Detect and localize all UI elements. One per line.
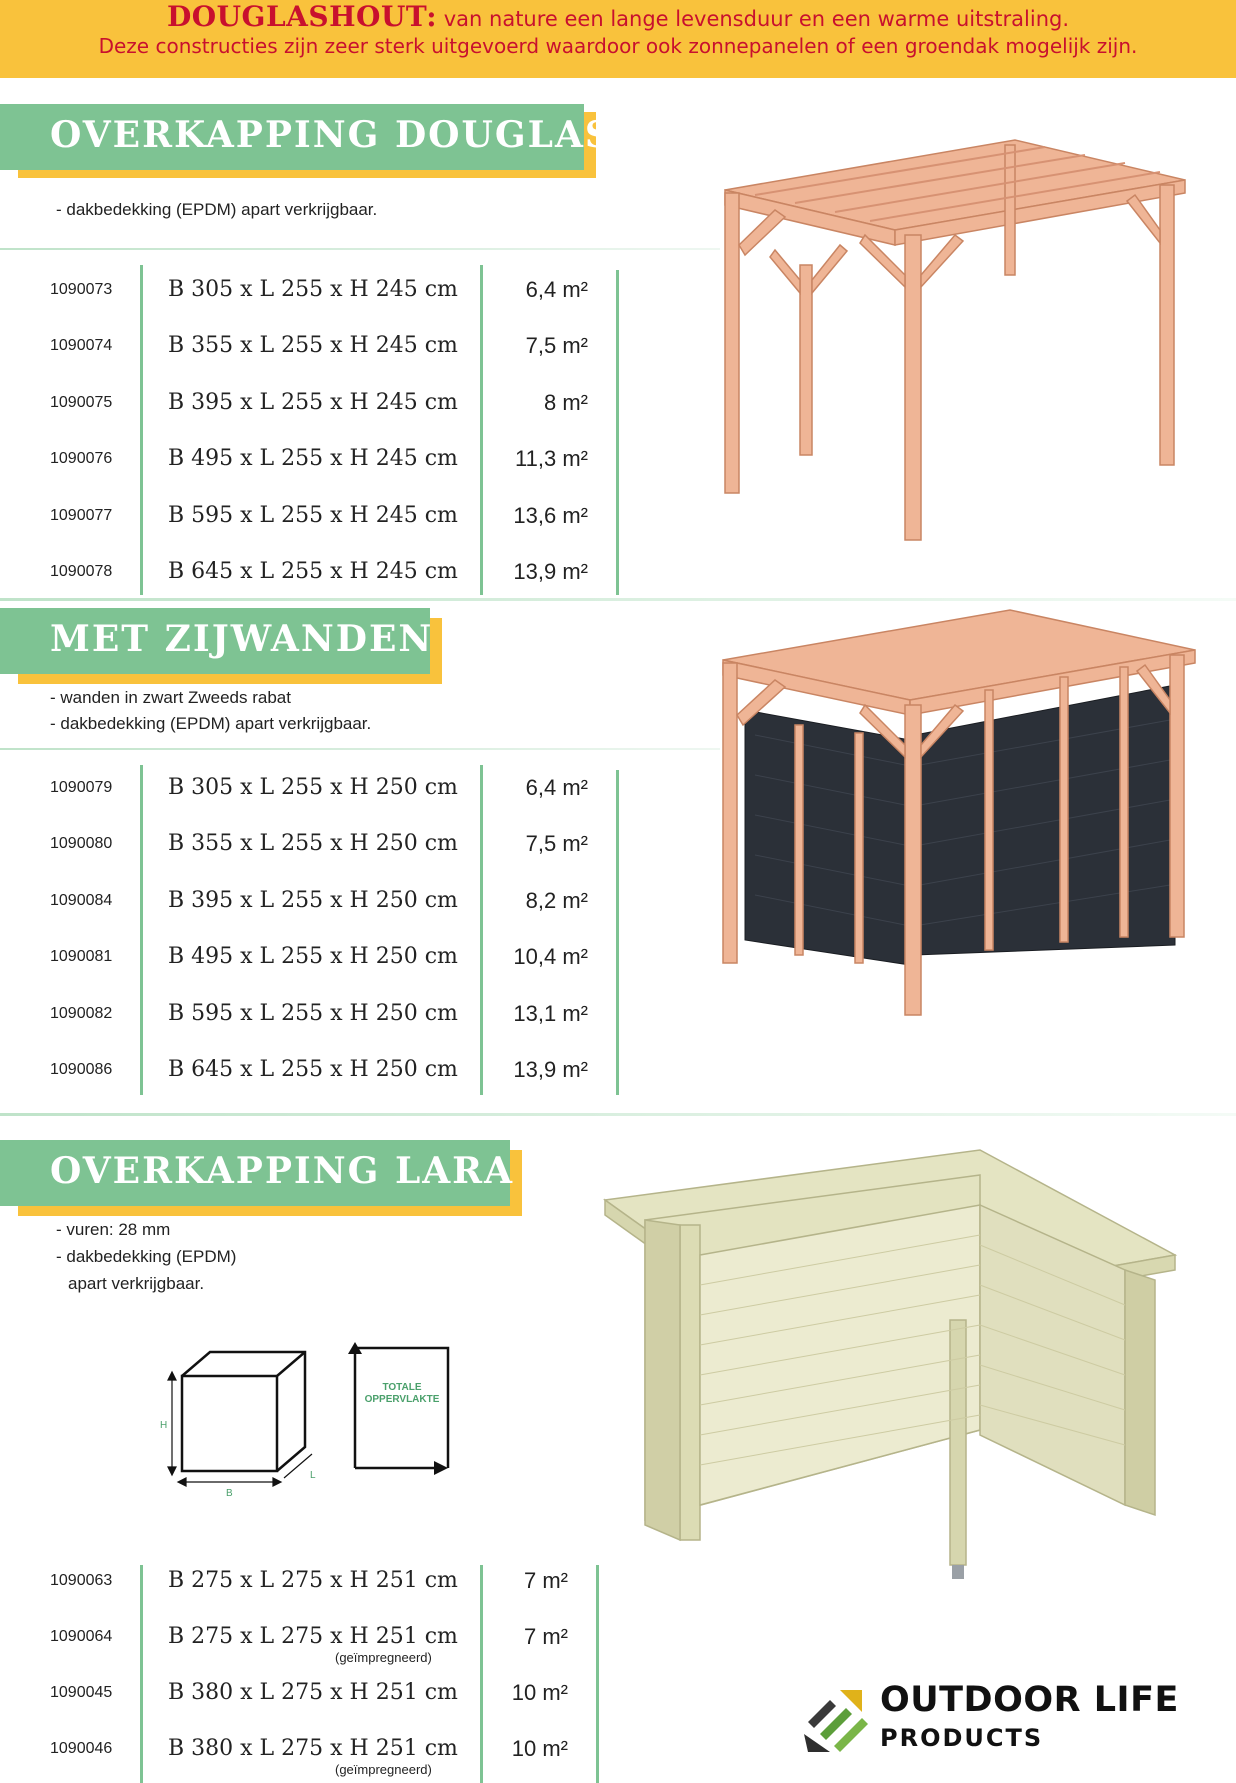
product-area: 13,1 m²: [513, 1001, 588, 1026]
table-row: [0, 888, 620, 918]
section-note: - dakbedekking (EPDM): [56, 1247, 237, 1266]
diagram-area-label-2: OPPERVLAKTE: [364, 1394, 440, 1405]
douglas-pergola-image: [715, 135, 1195, 555]
product-dimensions: B 305 x L 255 x H 245 cm: [168, 277, 458, 302]
product-dimensions: B 275 x L 275 x H 251 cm: [168, 1624, 458, 1649]
table-row: [0, 1624, 620, 1665]
header-banner: [0, 0, 1236, 78]
product-area: 13,6 m²: [513, 503, 588, 528]
product-code: 1090064: [50, 1628, 113, 1645]
diagram-b-label: B: [226, 1488, 233, 1499]
header-brand-word: DOUGLASHOUT:: [166, 0, 438, 33]
section-banner-zijwanden: [0, 608, 450, 674]
product-dimensions: B 395 x L 255 x H 250 cm: [168, 888, 458, 913]
header-line-1-text: van nature een lange levensduur en een warme uitstraling.: [443, 7, 1070, 31]
divider: [0, 248, 720, 250]
product-area: 10,4 m²: [513, 944, 588, 969]
table-row: [0, 944, 620, 974]
product-dimensions: B 355 x L 255 x H 245 cm: [168, 333, 458, 358]
section-note: - wanden in zwart Zweeds rabat: [50, 688, 291, 707]
product-area: 7,5 m²: [525, 333, 588, 358]
table-row: [0, 1057, 620, 1087]
diagram-h-label: H: [160, 1420, 168, 1431]
product-area: 13,9 m²: [513, 559, 588, 584]
product-code: 1090045: [50, 1684, 113, 1701]
table-row: [0, 775, 620, 805]
table-row: [0, 1568, 620, 1598]
divider: [0, 598, 1236, 601]
table-row: [0, 1680, 620, 1710]
table-row: [0, 390, 620, 420]
product-area: 7 m²: [524, 1568, 568, 1593]
column-divider: [140, 265, 143, 595]
product-code: 1090086: [50, 1061, 113, 1078]
product-code: 1090063: [50, 1572, 113, 1589]
logo-line-2: PRODUCTS: [880, 1724, 1044, 1752]
divider: [0, 748, 720, 750]
impregnated-note: (geïmpregneerd): [335, 1650, 432, 1665]
table-row: [0, 559, 620, 589]
logo-line-1: OUTDOOR LIFE: [880, 1680, 1179, 1720]
product-code: 1090075: [50, 394, 113, 411]
product-dimensions: B 275 x L 275 x H 251 cm: [168, 1568, 458, 1593]
table-row: [0, 277, 620, 307]
product-code: 1090074: [50, 337, 113, 354]
product-dimensions: B 395 x L 255 x H 245 cm: [168, 390, 458, 415]
product-area: 7,5 m²: [525, 831, 588, 856]
product-dimensions: B 380 x L 275 x H 251 cm: [168, 1680, 458, 1705]
product-area: 7 m²: [524, 1624, 568, 1649]
product-dimensions: B 305 x L 255 x H 250 cm: [168, 775, 458, 800]
product-dimensions: B 595 x L 255 x H 245 cm: [168, 503, 458, 528]
zijwanden-pergola-image: [715, 605, 1200, 1025]
product-code: 1090084: [50, 892, 113, 909]
product-code: 1090078: [50, 563, 113, 580]
lara-shelter-image: [600, 1145, 1180, 1585]
dimension-diagram: [150, 1340, 460, 1500]
product-area: 6,4 m²: [525, 775, 588, 800]
table-row: [0, 446, 620, 476]
product-dimensions: B 595 x L 255 x H 250 cm: [168, 1001, 458, 1026]
product-dimensions: B 645 x L 255 x H 245 cm: [168, 559, 458, 584]
column-divider: [140, 765, 143, 1095]
product-code: 1090073: [50, 281, 113, 298]
product-code: 1090079: [50, 779, 113, 796]
column-divider: [480, 265, 483, 595]
table-row: [0, 1001, 620, 1031]
section-title-zijwanden: MET ZIJWANDEN: [50, 618, 434, 660]
product-code: 1090076: [50, 450, 113, 467]
product-area: 8,2 m²: [525, 888, 588, 913]
column-divider: [616, 270, 619, 595]
column-divider: [480, 765, 483, 1095]
product-dimensions: B 645 x L 255 x H 250 cm: [168, 1057, 458, 1082]
section-title-douglas: OVERKAPPING DOUGLAS: [50, 114, 613, 156]
product-code: 1090082: [50, 1005, 113, 1022]
impregnated-note: (geïmpregneerd): [335, 1762, 432, 1777]
leaf-icon: [800, 1682, 874, 1756]
section-note: - dakbedekking (EPDM) apart verkrijgbaar.: [50, 714, 372, 733]
product-area: 6,4 m²: [525, 277, 588, 302]
product-code: 1090046: [50, 1740, 113, 1757]
product-code: 1090081: [50, 948, 113, 965]
section-title-lara: OVERKAPPING LARA: [50, 1150, 515, 1192]
section-banner-douglas: [0, 104, 613, 170]
header-line-1: [0, 0, 1236, 33]
section-banner-lara: [0, 1140, 530, 1206]
diagram-l-label: L: [310, 1470, 316, 1481]
outdoor-life-logo: [800, 1680, 1180, 1760]
product-area: 10 m²: [511, 1736, 568, 1761]
product-code: 1090080: [50, 835, 113, 852]
column-divider: [616, 770, 619, 1095]
product-dimensions: B 495 x L 255 x H 250 cm: [168, 944, 458, 969]
product-code: 1090077: [50, 507, 113, 524]
diagram-area-label-1: TOTALE: [382, 1382, 422, 1393]
divider: [0, 1113, 1236, 1116]
section-note: apart verkrijgbaar.: [68, 1274, 205, 1293]
product-area: 11,3 m²: [515, 446, 588, 471]
table-row: [0, 503, 620, 533]
product-dimensions: B 495 x L 255 x H 245 cm: [168, 446, 458, 471]
product-area: 13,9 m²: [513, 1057, 588, 1082]
product-area: 8 m²: [544, 390, 588, 415]
product-area: 10 m²: [511, 1680, 568, 1705]
table-row: [0, 1736, 620, 1777]
product-dimensions: B 355 x L 255 x H 250 cm: [168, 831, 458, 856]
section-note: - vuren: 28 mm: [56, 1220, 171, 1239]
header-line-2: Deze constructies zijn zeer sterk uitgevoerd waardoor ook zonnepanelen of een groendak mogelijk zijn.: [98, 34, 1138, 58]
product-dimensions: B 380 x L 275 x H 251 cm: [168, 1736, 458, 1761]
table-row: [0, 831, 620, 861]
section-note: - dakbedekking (EPDM) apart verkrijgbaar.: [56, 200, 378, 219]
table-row: [0, 333, 620, 363]
